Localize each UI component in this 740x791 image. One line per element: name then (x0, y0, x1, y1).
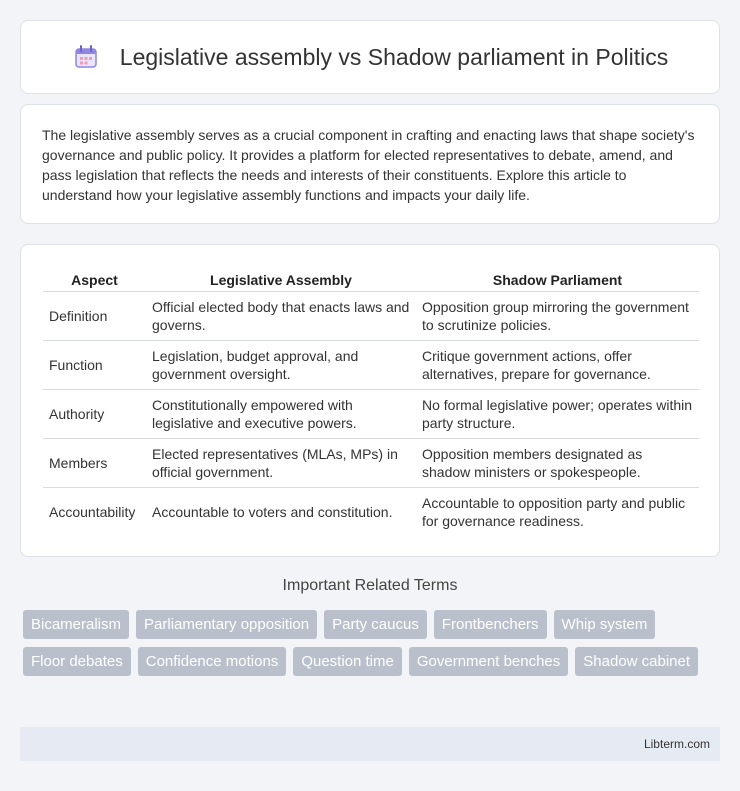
comparison-table-card (20, 244, 720, 557)
tag-government-benches[interactable]: Government benches (409, 647, 568, 676)
calendar-icon (72, 43, 100, 71)
related-terms-list (23, 610, 713, 684)
aspect-cell: Members (43, 438, 146, 487)
legislative-assembly-cell: Legislation, budget approval, and government oversight. (146, 340, 416, 389)
table-row (43, 389, 699, 438)
tag-parliamentary-opposition[interactable]: Parliamentary opposition (136, 610, 317, 639)
table-row (43, 291, 699, 340)
tag-party-caucus[interactable]: Party caucus (324, 610, 427, 639)
tag-question-time[interactable]: Question time (293, 647, 402, 676)
legislative-assembly-cell: Constitutionally empowered with legislative and executive powers. (146, 389, 416, 438)
tag-whip-system[interactable]: Whip system (554, 610, 656, 639)
header-legislative-assembly: Legislative Assembly (146, 265, 416, 291)
intro-paragraph: The legislative assembly serves as a crucial component in crafting and enacting laws that shape society's governance and public policy. It provides a platform for elected representatives to debate, amend, and pass legislation that reflects the needs and interests of their constituents. Explore this article to understand how your legislative assembly functions and impacts your daily life. (42, 127, 695, 203)
tag-confidence-motions[interactable]: Confidence motions (138, 647, 287, 676)
shadow-parliament-cell: Opposition members designated as shadow ministers or spokespeople. (416, 438, 699, 487)
legislative-assembly-cell: Official elected body that enacts laws and governs. (146, 291, 416, 340)
title-card (20, 20, 720, 94)
tag-frontbenchers[interactable]: Frontbenchers (434, 610, 547, 639)
aspect-cell: Definition (43, 291, 146, 340)
shadow-parliament-cell: No formal legislative power; operates within party structure. (416, 389, 699, 438)
table-row (43, 487, 699, 536)
header-aspect: Aspect (43, 265, 146, 291)
shadow-parliament-cell: Critique government actions, offer alternatives, prepare for governance. (416, 340, 699, 389)
tag-bicameralism[interactable]: Bicameralism (23, 610, 129, 639)
shadow-parliament-cell: Accountable to opposition party and public for governance readiness. (422, 494, 686, 529)
comparison-table (43, 265, 699, 536)
legislative-assembly-cell: Elected representatives (MLAs, MPs) in official government. (146, 438, 416, 487)
footer (20, 727, 720, 761)
tag-floor-debates[interactable]: Floor debates (23, 647, 131, 676)
shadow-parliament-cell: Opposition group mirroring the government to scrutinize policies. (416, 291, 699, 340)
footer-site-link[interactable]: Libterm.com (643, 737, 710, 751)
table-row (43, 340, 699, 389)
aspect-cell: Authority (43, 389, 146, 438)
table-row (43, 438, 699, 487)
intro-card (20, 104, 720, 224)
tag-shadow-cabinet[interactable]: Shadow cabinet (575, 647, 698, 676)
aspect-cell: Function (43, 340, 146, 389)
table-header-row (43, 265, 699, 291)
header-shadow-parliament: Shadow Parliament (416, 265, 699, 291)
legislative-assembly-cell: Accountable to voters and constitution. (152, 503, 393, 520)
aspect-cell: Accountability (49, 503, 136, 520)
related-terms-heading: Important Related Terms (282, 577, 458, 594)
page-title: Legislative assembly vs Shadow parliament in Politics (119, 43, 669, 70)
